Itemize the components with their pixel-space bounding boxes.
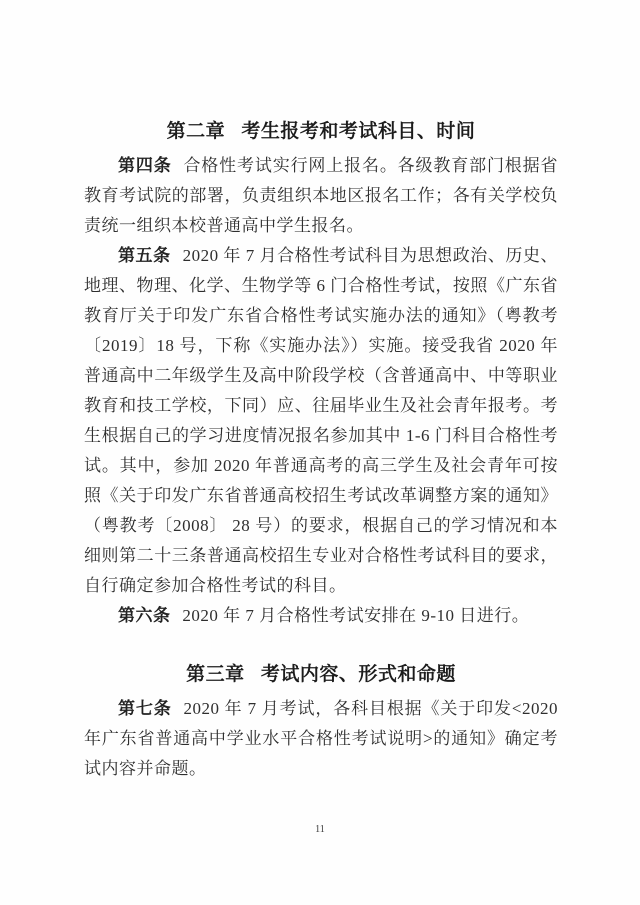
article-5-label: 第五条 <box>118 246 171 265</box>
article-4-text: 合格性考试实行网上报名。各级教育部门根据省教育考试院的部署，负责组织本地区报名工作；各有关学校负责统一组织本校普通高中学生报名。 <box>84 156 559 235</box>
chapter-2-number: 第二章 <box>166 121 226 142</box>
page-number: 11 <box>315 824 325 835</box>
chapter-2-heading <box>84 116 558 148</box>
article-7-paragraph <box>84 694 558 784</box>
article-4-label: 第四条 <box>118 156 172 175</box>
article-6-paragraph <box>84 601 558 631</box>
article-4-paragraph <box>84 151 558 241</box>
chapter-3-heading <box>84 659 558 691</box>
article-6-text: 2020 年 7 月合格性考试安排在 9-10 日进行。 <box>182 606 530 625</box>
chapter-3-number: 第三章 <box>186 664 245 685</box>
page-content <box>84 116 558 784</box>
article-7-label: 第七条 <box>118 699 172 718</box>
page-footer <box>0 819 640 837</box>
article-7-text: 2020 年 7 月考试，各科目根据《关于印发<2020 年广东省普通高中学业水平合格性考试说明>的通知》确定考试内容并命题。 <box>84 699 558 778</box>
article-5-text: 2020 年 7 月合格性考试科目为思想政治、历史、地理、物理、化学、生物学等 6 门合格性考试，按照《广东省教育厅关于印发广东省合格性考试实施办法的通知》（粤教考〔2019〕18 号，下称《实施办法》）实施。接受我省 2020 年普通高中二年级学生及高中阶段学校（含普通高中、中等职业教育和技工学校，下同）应、往届毕业生及社会青年报考。考生根据自己的学习进度情况报名参加其中 1-6 门科目合格性考试。其中，参加 2020 年普通高考的高三学生及社会青年可按照《关于印发广东省普通高校招生考试改革调整方案的通知》（粤教考〔2008〕 28 号）的要求，根据自己的学习情况和本细则第二十三条普通高校招生专业对合格性考试科目的要求，自行确定参加合格性考试的科目。 <box>84 246 559 595</box>
chapter-3-title: 考试内容、形式和命题 <box>260 664 456 685</box>
article-6-label: 第六条 <box>118 606 171 625</box>
chapter-2-title: 考生报考和考试科目、时间 <box>241 121 476 142</box>
article-5-paragraph <box>84 241 558 601</box>
